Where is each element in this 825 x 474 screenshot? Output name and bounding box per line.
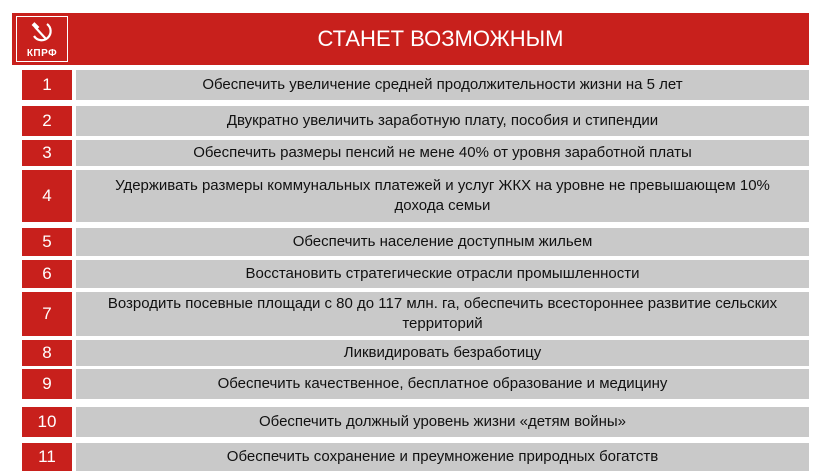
item-text: Обеспечить увеличение средней продолжительности жизни на 5 лет bbox=[76, 70, 809, 100]
list-item bbox=[22, 70, 809, 100]
item-number: 1 bbox=[22, 70, 72, 100]
item-text: Ликвидировать безработицу bbox=[76, 340, 809, 366]
item-text: Двукратно увеличить заработную плату, пособия и стипендии bbox=[76, 106, 809, 136]
item-number: 2 bbox=[22, 106, 72, 136]
item-number: 8 bbox=[22, 340, 72, 366]
hammer-sickle-icon bbox=[30, 21, 54, 45]
item-text: Обеспечить размеры пенсий не мене 40% от уровня заработной платы bbox=[76, 140, 809, 166]
list-item bbox=[22, 407, 809, 437]
list-item bbox=[22, 292, 809, 336]
item-number: 7 bbox=[22, 292, 72, 336]
list-item bbox=[22, 170, 809, 222]
list-item bbox=[22, 228, 809, 256]
list-item bbox=[22, 369, 809, 399]
item-text: Удерживать размеры коммунальных платежей и услуг ЖКХ на уровне не превышающем 10% дохода семьи bbox=[76, 170, 809, 222]
item-text: Восстановить стратегические отрасли промышленности bbox=[76, 260, 809, 288]
item-text: Обеспечить сохранение и преумножение природных богатств bbox=[76, 443, 809, 471]
list-item bbox=[22, 340, 809, 366]
item-number: 3 bbox=[22, 140, 72, 166]
item-text: Обеспечить должный уровень жизни «детям войны» bbox=[76, 407, 809, 437]
page-title: СТАНЕТ ВОЗМОЖНЫМ bbox=[317, 26, 564, 51]
item-number: 6 bbox=[22, 260, 72, 288]
list-item bbox=[22, 140, 809, 166]
item-number: 10 bbox=[22, 407, 72, 437]
list-item bbox=[22, 260, 809, 288]
item-number: 9 bbox=[22, 369, 72, 399]
item-number: 11 bbox=[22, 443, 72, 471]
logo-text: КПРФ bbox=[26, 48, 58, 59]
list-item bbox=[22, 443, 809, 471]
item-text: Обеспечить население доступным жильем bbox=[76, 228, 809, 256]
kprf-logo bbox=[16, 16, 68, 62]
header-banner bbox=[12, 13, 809, 65]
item-text: Возродить посевные площади с 80 до 117 млн. га, обеспечить всестороннее развитие сельских территорий bbox=[76, 292, 809, 336]
item-number: 4 bbox=[22, 170, 72, 222]
item-text: Обеспечить качественное, бесплатное образование и медицину bbox=[76, 369, 809, 399]
list-item bbox=[22, 106, 809, 136]
item-number: 5 bbox=[22, 228, 72, 256]
